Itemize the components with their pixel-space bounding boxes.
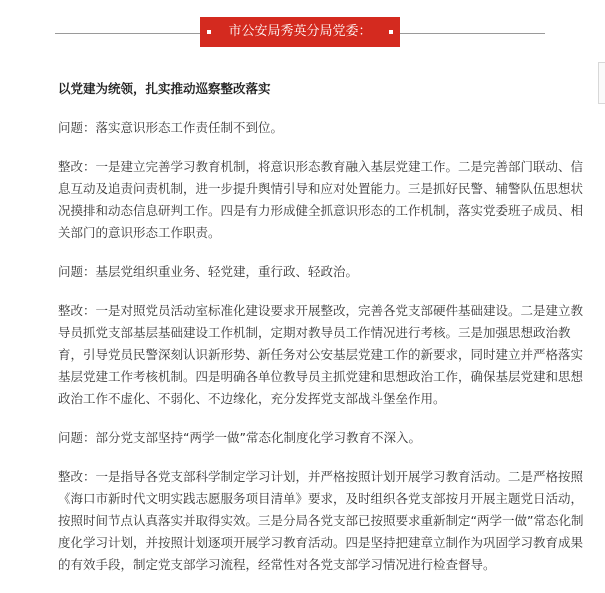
side-tab[interactable] bbox=[598, 62, 605, 104]
banner-label: 市公安局秀英分局党委： bbox=[228, 24, 372, 39]
issue-paragraph: 问题：落实意识形态工作责任制不到位。 bbox=[58, 120, 284, 135]
banner-notch-left bbox=[207, 30, 211, 34]
rectification-paragraph: 整改：一是指导各党支部科学制定学习计划，并严格按照计划开展学习教育活动。二是严格按照《海口市新时代文明实践志愿服务项目清单》要求，及时组织各党支部按月开展主题党日活动，按照时间节点认真落实并取得实效。三是分局各党支部已按照要求重新制定“两学一做”常态化制度化学习计划，并按照计划逐项开展学习教育活动。四是坚持把建章立制作为巩固学习教育成果的有效手段，制定党支部学习流程，经常性对各党支部学习情况进行检查督导。 bbox=[58, 469, 584, 572]
section-banner bbox=[0, 0, 605, 60]
banner-notch-right bbox=[389, 30, 393, 34]
banner-label-box bbox=[200, 17, 400, 47]
rectification-paragraph: 整改：一是对照党员活动室标准化建设要求开展整改，完善各党支部硬件基础建设。二是建立教导员抓党支部基层基础建设工作机制，定期对教导员工作情况进行考核。三是加强思想政治教育，引导党员民警深刻认识新形势、新任务对公安基层党建工作的新要求，同时建立并严格落实基层党建工作考核机制。四是明确各单位教导员主抓党建和思想政治工作，确保基层党建和思想政治工作不虚化、不弱化、不边缘化，充分发挥党支部战斗堡垒作用。 bbox=[58, 303, 584, 406]
issue-paragraph: 问题：部分党支部坚持“两学一做”常态化制度化学习教育不深入。 bbox=[58, 430, 421, 445]
rectification-paragraph: 整改：一是建立完善学习教育机制，将意识形态教育融入基层党建工作。二是完善部门联动、信息互动及追责问责机制，进一步提升舆情引导和应对处置能力。三是抓好民警、辅警队伍思想状况摸排和动态信息研判工作。四是有力形成健全抓意识形态的工作机制，落实党委班子成员、相关部门的意识形态工作职责。 bbox=[58, 159, 584, 240]
issue-paragraph: 问题：基层党组织重业务、轻党建，重行政、轻政治。 bbox=[58, 264, 359, 279]
article-heading: 以党建为统领，扎实推动巡察整改落实 bbox=[58, 81, 271, 96]
article-body bbox=[58, 78, 584, 593]
